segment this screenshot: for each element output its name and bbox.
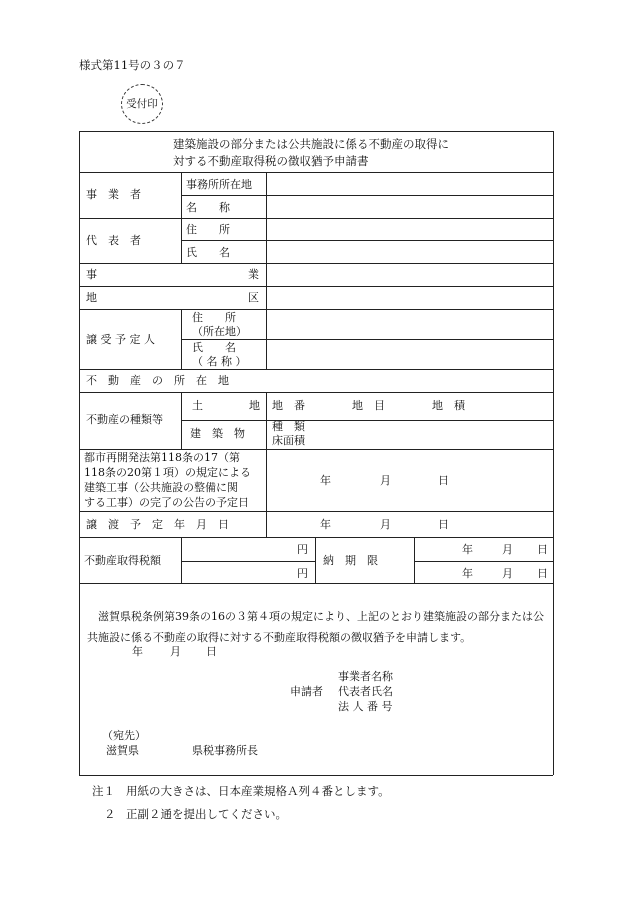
- form-title-line2: 対する不動産取得税の徴収猶予申請書: [173, 154, 369, 168]
- note-2-number: ２: [104, 807, 116, 821]
- transferee-address-sub: （所在地）: [192, 325, 247, 338]
- reception-stamp-label: 受付印: [126, 97, 158, 110]
- building-type-label: 種 類: [272, 420, 305, 433]
- project-label: 事 業: [86, 268, 259, 281]
- applicant-business-name: 事業者名称: [338, 670, 393, 683]
- application-month: 月: [170, 645, 181, 658]
- land-area-label: 地 積: [432, 399, 465, 412]
- transfer-year: 年: [320, 518, 331, 531]
- land-label: 土 地: [192, 399, 260, 412]
- deadline1-month: 月: [502, 543, 513, 556]
- public-notice-line3: 建築工事（公共施設の整備に関: [84, 481, 238, 494]
- form-number: 様式第11号の３の７: [79, 58, 186, 72]
- form-title-line1: 建築施設の部分または公共施設に係る不動産の取得に: [173, 137, 449, 151]
- deadline-label: 納 期 限: [323, 554, 378, 567]
- business-name-label: 名 称: [186, 201, 230, 214]
- notice-day: 日: [438, 474, 449, 487]
- note-1-number: 注１: [92, 784, 115, 798]
- application-year: 年: [132, 645, 143, 658]
- lot-number-label: 地 番: [272, 399, 305, 412]
- deadline2-month: 月: [502, 567, 513, 580]
- land-category-label: 地 目: [352, 399, 385, 412]
- district-label: 地 区: [86, 291, 259, 304]
- transfer-day: 日: [438, 518, 449, 531]
- deadline1-year: 年: [462, 543, 473, 556]
- floor-area-label: 床面積: [272, 434, 305, 447]
- office-location-label: 事務所所在地: [186, 178, 252, 191]
- public-notice-line1: 都市再開発法第118条の17（第: [84, 451, 240, 464]
- application-day: 日: [206, 645, 217, 658]
- addressee-office: 県税事務所長: [192, 744, 258, 757]
- reception-stamp: [121, 84, 163, 124]
- deadline2-day: 日: [537, 567, 548, 580]
- transfer-month: 月: [380, 518, 391, 531]
- representative-label: 代 表 者: [86, 234, 141, 247]
- property-type-label: 不動産の種類等: [86, 413, 163, 426]
- notice-month: 月: [380, 474, 391, 487]
- transferee-label: 譲 受 予 定 人: [86, 333, 155, 346]
- note-2: 正副２通を提出してください。: [126, 807, 287, 821]
- applicant-label: 申請者: [290, 685, 323, 698]
- business-operator-label: 事 業 者: [86, 188, 141, 201]
- building-label: 建 築 物: [190, 427, 245, 440]
- transfer-date-label: 譲 渡 予 定 年 月 日: [86, 518, 229, 531]
- transferee-name-label: 氏 名: [192, 341, 236, 354]
- transferee-address-label: 住 所: [192, 311, 236, 324]
- applicant-corp-number: 法 人 番 号: [338, 700, 393, 713]
- representative-address-label: 住 所: [186, 223, 230, 236]
- applicant-representative: 代表者氏名: [338, 685, 393, 698]
- addressee-label: （宛先）: [102, 729, 146, 742]
- public-notice-line2: 118条の20第１項）の規定による: [84, 466, 251, 479]
- public-notice-line4: する工事）の完了の公告の予定日: [84, 496, 249, 509]
- notice-year: 年: [320, 474, 331, 487]
- yen-unit-1: 円: [297, 543, 308, 556]
- addressee-prefecture: 滋賀県: [106, 744, 139, 757]
- tax-amount-label: 不動産取得税額: [84, 554, 161, 567]
- transferee-name-sub: （ 名 称 ）: [192, 355, 247, 368]
- note-1: 用紙の大きさは、日本産業規格Ａ列４番とします。: [126, 784, 390, 798]
- deadline1-day: 日: [537, 543, 548, 556]
- property-location-label: 不 動 産 の 所 在 地: [86, 374, 229, 387]
- representative-name-label: 氏 名: [186, 246, 230, 259]
- application-statement: 滋賀県税条例第39条の16の３第４項の規定により、上記のとおり建築施設の部分または公共施設に係る不動産の取得に対する不動産取得税額の徴収猶予を申請します。: [87, 610, 544, 644]
- deadline2-year: 年: [462, 567, 473, 580]
- yen-unit-2: 円: [297, 567, 308, 580]
